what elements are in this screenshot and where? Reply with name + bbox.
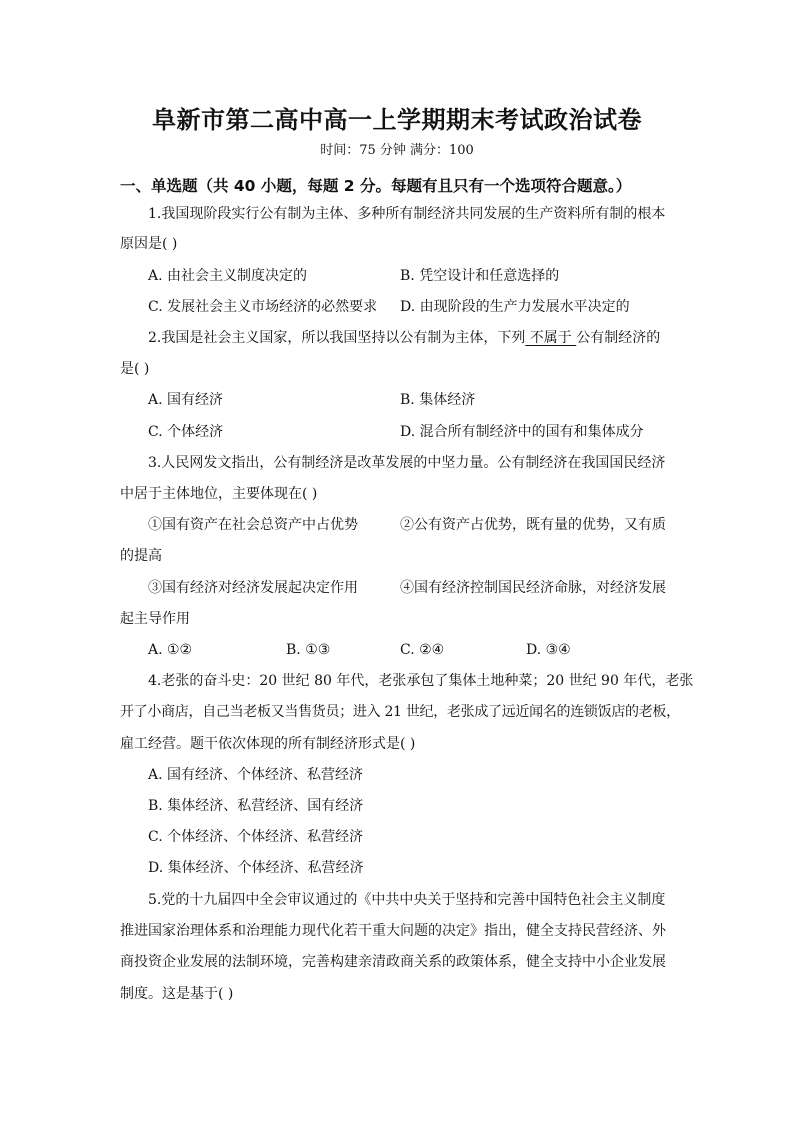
question-4-option-b: B. 集体经济、私营经济、国有经济: [148, 798, 364, 814]
exam-title: 阜新市第二高中高一上学期期末考试政治试卷: [152, 106, 642, 134]
question-4-stem-cont: 开了小商店，自己当老板又当售货员；进入 21 世纪，老张成了远近闻名的连锁饭店的老板，: [120, 704, 680, 720]
question-3-option-b: B. ①③: [286, 642, 331, 658]
question-2-stem-tail: 公有制经济的: [576, 330, 661, 346]
question-1-stem: 1.我国现阶段实行公有制为主体、多种所有制经济共同发展的生产资料所有制的根本: [148, 206, 666, 222]
question-5-stem: 5.党的十九届四中全会审议通过的《中共中央关于坚持和完善中国特色社会主义制度: [148, 892, 666, 908]
question-3-option-a: A. ①②: [148, 642, 193, 658]
question-3-item-4-cont: 起主导作用: [120, 611, 190, 627]
question-2-stem-cont: 是( ): [120, 361, 150, 377]
question-4-option-d: D. 集体经济、个体经济、私营经济: [148, 860, 364, 876]
question-4-option-c: C. 个体经济、个体经济、私营经济: [148, 829, 364, 845]
question-1-option-b: B. 凭空设计和任意选择的: [400, 268, 560, 284]
question-5-stem-cont-3: 制度。这是基于( ): [120, 986, 234, 1002]
question-3-item-1: ①国有资产在社会总资产中占优势: [148, 517, 358, 533]
question-1-stem-cont: 原因是( ): [120, 236, 178, 252]
question-2-option-b: B. 集体经济: [400, 392, 476, 408]
question-1-option-a: A. 由社会主义制度决定的: [148, 268, 308, 284]
question-5-stem-cont: 推进国家治理体系和治理能力现代化若干重大问题的决定》指出，健全支持民营经济、外: [120, 923, 666, 939]
question-3-item-3: ③国有经济对经济发展起决定作用: [148, 580, 358, 596]
question-4-stem: 4.老张的奋斗史：20 世纪 80 年代，老张承包了集体土地种菜；20 世纪 90 年代，老张: [148, 673, 694, 689]
question-2-option-a: A. 国有经济: [148, 392, 224, 408]
question-5-stem-cont-2: 商投资企业发展的法制环境，完善构建亲清政商关系的政策体系，健全支持中小企业发展: [120, 954, 666, 970]
question-1-option-c: C. 发展社会主义市场经济的必然要求: [148, 299, 378, 315]
question-1-option-d: D. 由现阶段的生产力发展水平决定的: [400, 299, 630, 315]
question-4-stem-cont-2: 雇工经营。题干依次体现的所有制经济形式是( ): [120, 736, 416, 752]
question-4-option-a: A. 国有经济、个体经济、私营经济: [148, 767, 364, 783]
section-heading: 一、单选题（共 40 小题，每题 2 分。每题有且只有一个选项符合题意。）: [120, 177, 632, 195]
question-2-stem: [148, 328, 660, 348]
question-3-option-c: C. ②④: [400, 642, 445, 658]
question-3-item-2-cont: 的提高: [120, 548, 162, 564]
question-2-option-c: C. 个体经济: [148, 424, 224, 440]
exam-time-score: 时间：75 分钟 满分：100: [320, 143, 474, 158]
question-3-item-4: ④国有经济控制国民经济命脉，对经济发展: [400, 580, 666, 596]
question-2-option-d: D. 混合所有制经济中的国有和集体成分: [400, 424, 644, 440]
question-2-stem-text: 2.我国是社会主义国家，所以我国坚持以公有制为主体，下列: [148, 330, 526, 346]
question-2-underlined-keyword: 不属于: [525, 330, 577, 346]
question-3-option-d: D. ③④: [526, 642, 571, 658]
question-3-stem-cont: 中居于主体地位，主要体现在( ): [120, 486, 318, 502]
question-3-stem: 3.人民网发文指出，公有制经济是改革发展的中坚力量。公有制经济在我国国民经济: [148, 455, 666, 471]
question-3-item-2: ②公有资产占优势，既有量的优势，又有质: [400, 517, 666, 533]
